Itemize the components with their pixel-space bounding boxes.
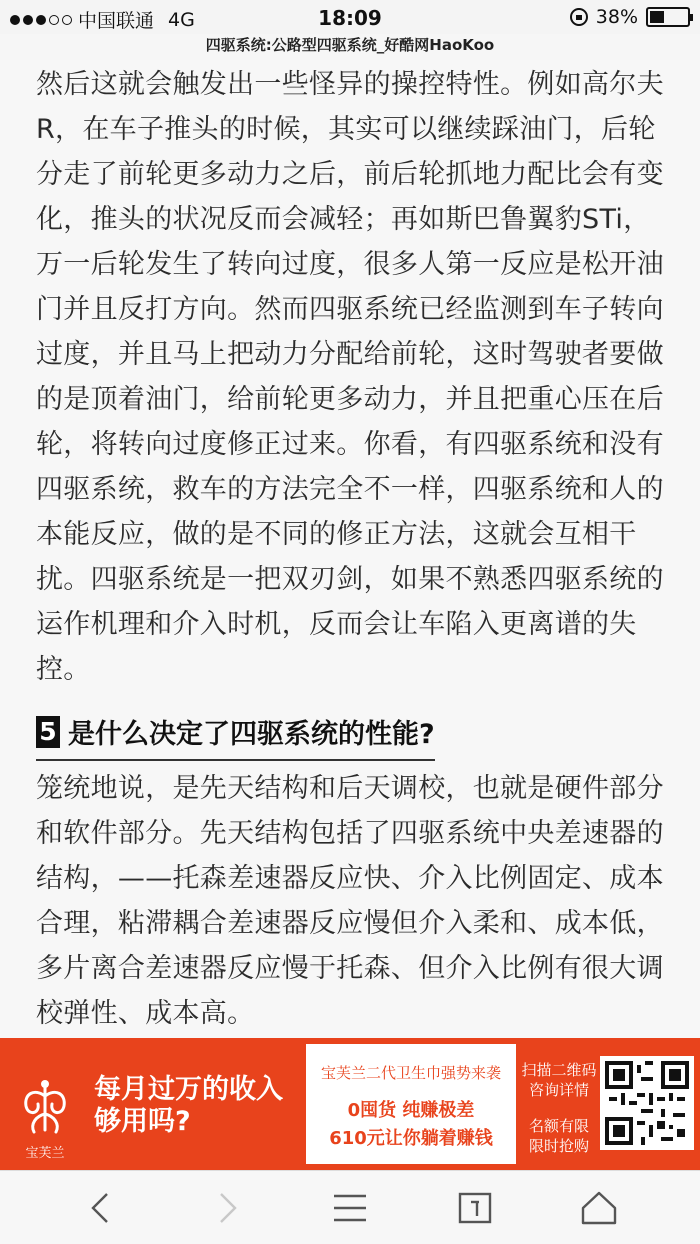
browser-toolbar: [0, 1170, 700, 1244]
battery-fill: [650, 11, 664, 23]
battery-percent: 38%: [595, 6, 638, 28]
qr-code-icon: [600, 1056, 694, 1150]
section-number-badge: 5: [36, 716, 60, 748]
ad-mid-line-2: 610元让你躺着赚钱: [329, 1128, 493, 1149]
section-heading: [36, 712, 435, 761]
article-paragraph: 然后这就会触发出一些怪异的操控特性。例如高尔夫R，在车子推头的时候，其实可以继续踩油门，后轮分走了前轮更多动力之后，前后轮抓地力配比会有变化，推头的状况反而会减轻；再如斯巴鲁翼豹STi，万一后轮发生了转向过度，很多人第一反应是松开油门并且反打方向。然而四驱系统已经监测到车子转向过度，并且马上把动力分配给前轮，这时驾驶者要做的是顶着油门，给前轮更多动力，并且把重心压在后轮，将转向过度修正过来。你看，有四驱系统和没有四驱系统，救车的方法完全不一样，四驱系统和人的本能反应，做的是不同的修正方法，这就会互相干扰。四驱系统是一把双刃剑，如果不熟悉四驱系统的运作机理和介入时机，反而会让车陷入更离谱的失控。: [36, 69, 664, 685]
status-bar: [0, 0, 700, 34]
forward-button[interactable]: [204, 1185, 250, 1231]
network-type: 4G: [168, 8, 195, 31]
tabs-button[interactable]: [452, 1185, 498, 1231]
brand-logo-icon: [14, 1074, 76, 1144]
carrier-name: 中国联通: [78, 10, 155, 32]
ad-headline: [94, 1074, 283, 1138]
page-title: 四驱系统:公路型四驱系统_好酷网HaoKoo: [0, 34, 700, 60]
article-body-2: [36, 766, 672, 1036]
ad-mid-title: 宝芙兰二代卫生巾强势来袭: [320, 1064, 501, 1082]
ad-right-text-2: 咨询详情: [528, 1081, 589, 1099]
back-icon: [81, 1188, 121, 1228]
menu-button[interactable]: [327, 1185, 373, 1231]
menu-icon: [330, 1188, 370, 1228]
ad-brand-name: 宝芙兰: [25, 1146, 65, 1161]
status-time: 18:09: [318, 6, 382, 30]
tabs-icon: [455, 1188, 495, 1228]
back-button[interactable]: [78, 1185, 124, 1231]
ad-right-text-1: 扫描二维码: [521, 1061, 597, 1079]
ad-left-panel: [0, 1038, 300, 1170]
ad-right-text-3: 名额有限: [528, 1117, 589, 1135]
ad-headline-line-2: 够用吗?: [94, 1106, 191, 1137]
home-icon: [579, 1188, 619, 1228]
ad-right-text-4: 限时抢购: [528, 1137, 589, 1155]
article-body: [36, 62, 672, 692]
ad-headline-line-1: 每月过万的收入: [94, 1074, 283, 1105]
forward-icon: [207, 1188, 247, 1228]
home-button[interactable]: [576, 1185, 622, 1231]
rotation-lock-icon: [570, 8, 588, 26]
status-right: [570, 6, 690, 28]
battery-icon: [646, 7, 690, 27]
section-heading-text: 是什么决定了四驱系统的性能?: [68, 719, 435, 750]
article-paragraph: 笼统地说，是先天结构和后天调校，也就是硬件部分和软件部分。先天结构包括了四驱系统中央差速器的结构，——托森差速器反应快、介入比例固定、成本合理，粘滞耦合差速器反应慢但介入柔和、成本低，多片离合差速器反应慢于托森、但介入比例有很大调校弹性、成本高。: [36, 773, 664, 1029]
ad-middle-panel: [306, 1044, 516, 1164]
ad-banner[interactable]: [0, 1038, 700, 1170]
ad-right-panel: [516, 1060, 602, 1156]
ad-mid-line-1: 0囤货 纯赚极差: [347, 1100, 475, 1121]
